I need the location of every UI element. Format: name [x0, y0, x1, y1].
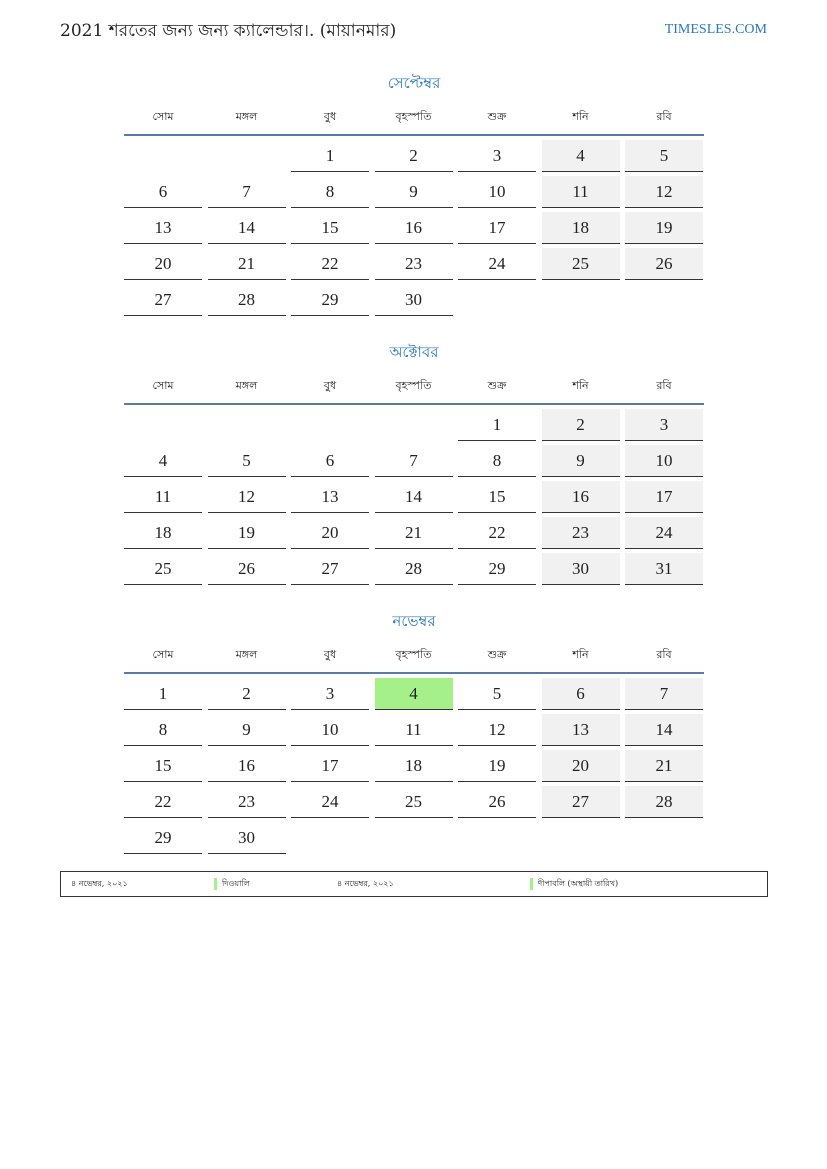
day-cell: 2 [542, 409, 620, 441]
weekday-label: বৃহস্পতি [395, 379, 432, 392]
weekday-label: শুক্র [487, 110, 507, 123]
day-cell: 12 [208, 481, 286, 513]
day-cell: 28 [625, 786, 703, 818]
day-cell: 12 [625, 176, 703, 208]
day-cell: 11 [542, 176, 620, 208]
day-cell: 25 [124, 553, 202, 585]
day-cell: 27 [542, 786, 620, 818]
week-row [124, 284, 704, 316]
week-row [124, 750, 704, 782]
day-cell: 25 [375, 786, 453, 818]
empty-day-cell [375, 409, 453, 440]
month-block [124, 70, 704, 316]
day-cell: 20 [124, 248, 202, 280]
day-cell: 9 [375, 176, 453, 208]
empty-day-cell [208, 140, 286, 171]
day-cell: 11 [124, 481, 202, 513]
day-cell: 2 [375, 140, 453, 172]
day-cell: 28 [208, 284, 286, 316]
day-cell: 5 [208, 445, 286, 477]
month-block [124, 339, 704, 585]
day-cell: 15 [458, 481, 536, 513]
weekday-label: মঙ্গল [235, 110, 258, 123]
week-row [124, 678, 704, 710]
legend-date: ৪ নভেম্বর, ২০২১ [71, 879, 128, 888]
day-cell: 22 [291, 248, 369, 280]
day-cell: 6 [542, 678, 620, 710]
empty-day-cell [124, 140, 202, 171]
day-cell: 22 [458, 517, 536, 549]
week-row [124, 445, 704, 477]
day-cell: 1 [124, 678, 202, 710]
day-cell: 8 [458, 445, 536, 477]
day-cell: 10 [625, 445, 703, 477]
day-cell: 30 [375, 284, 453, 316]
weekday-label: বুধ [323, 648, 337, 661]
weekday-label: রবি [656, 379, 672, 392]
day-cell: 23 [208, 786, 286, 818]
day-cell: 12 [458, 714, 536, 746]
day-cell: 26 [458, 786, 536, 818]
week-row [124, 212, 704, 244]
weekday-header [124, 646, 704, 674]
day-cell: 14 [625, 714, 703, 746]
day-cell: 24 [625, 517, 703, 549]
weekday-label: বুধ [323, 379, 337, 392]
day-cell: 5 [458, 678, 536, 710]
legend-holiday-name: দিওয়ালি [222, 879, 250, 888]
weekday-label: সোম [152, 110, 174, 123]
empty-day-cell [458, 284, 536, 315]
day-cell: 18 [375, 750, 453, 782]
day-cell: 8 [124, 714, 202, 746]
day-cell: 5 [625, 140, 703, 172]
day-cell: 30 [542, 553, 620, 585]
day-cell: 3 [291, 678, 369, 710]
holiday-marker [530, 878, 533, 890]
day-cell: 1 [291, 140, 369, 172]
weekday-label: বৃহস্পতি [395, 110, 432, 123]
day-cell: 21 [375, 517, 453, 549]
empty-day-cell [625, 822, 703, 853]
weekday-label: রবি [656, 110, 672, 123]
holiday-legend [60, 871, 768, 897]
empty-day-cell [625, 284, 703, 315]
weekday-label: বৃহস্পতি [395, 648, 432, 661]
month-title: অক্টোবর [389, 343, 439, 361]
week-row [124, 553, 704, 585]
day-cell: 17 [625, 481, 703, 513]
day-cell: 7 [625, 678, 703, 710]
day-cell: 22 [124, 786, 202, 818]
day-cell: 13 [542, 714, 620, 746]
day-cell: 20 [542, 750, 620, 782]
page-title: 2021 শরতের জন্য জন্য ক্যালেন্ডার।. (মায়ানমার) [60, 21, 397, 41]
weekday-header [124, 377, 704, 405]
month-title: সেপ্টেম্বর [387, 74, 441, 92]
day-cell: 23 [375, 248, 453, 280]
day-cell: 14 [375, 481, 453, 513]
day-cell: 24 [291, 786, 369, 818]
day-cell: 16 [375, 212, 453, 244]
weekday-label: শুক্র [487, 648, 507, 661]
day-cell: 26 [625, 248, 703, 280]
day-cell: 18 [124, 517, 202, 549]
day-cell: 9 [208, 714, 286, 746]
weekday-header [124, 108, 704, 136]
day-cell: 6 [291, 445, 369, 477]
day-cell: 16 [542, 481, 620, 513]
day-cell: 19 [208, 517, 286, 549]
day-cell: 19 [625, 212, 703, 244]
weekday-label: মঙ্গল [235, 379, 258, 392]
day-cell: 10 [458, 176, 536, 208]
week-row [124, 481, 704, 513]
day-cell: 15 [124, 750, 202, 782]
day-cell: 18 [542, 212, 620, 244]
day-cell: 13 [291, 481, 369, 513]
day-cell: 10 [291, 714, 369, 746]
week-row [124, 409, 704, 441]
day-cell: 21 [625, 750, 703, 782]
empty-day-cell [375, 822, 453, 853]
month-title: নভেম্বর [392, 612, 436, 630]
day-cell: 15 [291, 212, 369, 244]
day-cell: 4 [375, 678, 453, 710]
month-block [124, 608, 704, 854]
day-cell: 3 [625, 409, 703, 441]
week-row [124, 517, 704, 549]
week-row [124, 786, 704, 818]
day-cell: 20 [291, 517, 369, 549]
day-cell: 30 [208, 822, 286, 854]
day-cell: 7 [208, 176, 286, 208]
empty-day-cell [542, 284, 620, 315]
day-cell: 3 [458, 140, 536, 172]
day-cell: 14 [208, 212, 286, 244]
week-row [124, 714, 704, 746]
empty-day-cell [458, 822, 536, 853]
day-cell: 21 [208, 248, 286, 280]
empty-day-cell [291, 409, 369, 440]
weekday-label: শুক্র [487, 379, 507, 392]
weekday-label: সোম [152, 379, 174, 392]
day-cell: 13 [124, 212, 202, 244]
day-cell: 27 [124, 284, 202, 316]
weekday-label: মঙ্গল [235, 648, 258, 661]
day-cell: 1 [458, 409, 536, 441]
day-cell: 16 [208, 750, 286, 782]
day-cell: 4 [124, 445, 202, 477]
week-row [124, 822, 704, 854]
week-row [124, 176, 704, 208]
day-cell: 23 [542, 517, 620, 549]
day-cell: 29 [458, 553, 536, 585]
day-cell: 17 [458, 212, 536, 244]
weekday-label: শনি [572, 379, 589, 392]
day-cell: 9 [542, 445, 620, 477]
day-cell: 29 [124, 822, 202, 854]
day-cell: 24 [458, 248, 536, 280]
empty-day-cell [124, 409, 202, 440]
holiday-marker [214, 878, 217, 890]
day-cell: 26 [208, 553, 286, 585]
day-cell: 28 [375, 553, 453, 585]
day-cell: 27 [291, 553, 369, 585]
day-cell: 2 [208, 678, 286, 710]
day-cell: 31 [625, 553, 703, 585]
day-cell: 25 [542, 248, 620, 280]
day-cell: 8 [291, 176, 369, 208]
day-cell: 6 [124, 176, 202, 208]
legend-holiday-name: দীপাবলি (অস্থায়ী তারিখ) [538, 879, 619, 888]
empty-day-cell [208, 409, 286, 440]
weekday-label: শনি [572, 648, 589, 661]
week-row [124, 140, 704, 172]
weekday-label: শনি [572, 110, 589, 123]
weekday-label: বুধ [323, 110, 337, 123]
day-cell: 29 [291, 284, 369, 316]
day-cell: 7 [375, 445, 453, 477]
day-cell: 11 [375, 714, 453, 746]
weekday-label: সোম [152, 648, 174, 661]
legend-date: ৪ নভেম্বর, ২০২১ [337, 879, 394, 888]
empty-day-cell [542, 822, 620, 853]
day-cell: 19 [458, 750, 536, 782]
empty-day-cell [291, 822, 369, 853]
week-row [124, 248, 704, 280]
weekday-label: রবি [656, 648, 672, 661]
site-link[interactable]: TIMESLES.COM [664, 22, 767, 37]
day-cell: 4 [542, 140, 620, 172]
day-cell: 17 [291, 750, 369, 782]
